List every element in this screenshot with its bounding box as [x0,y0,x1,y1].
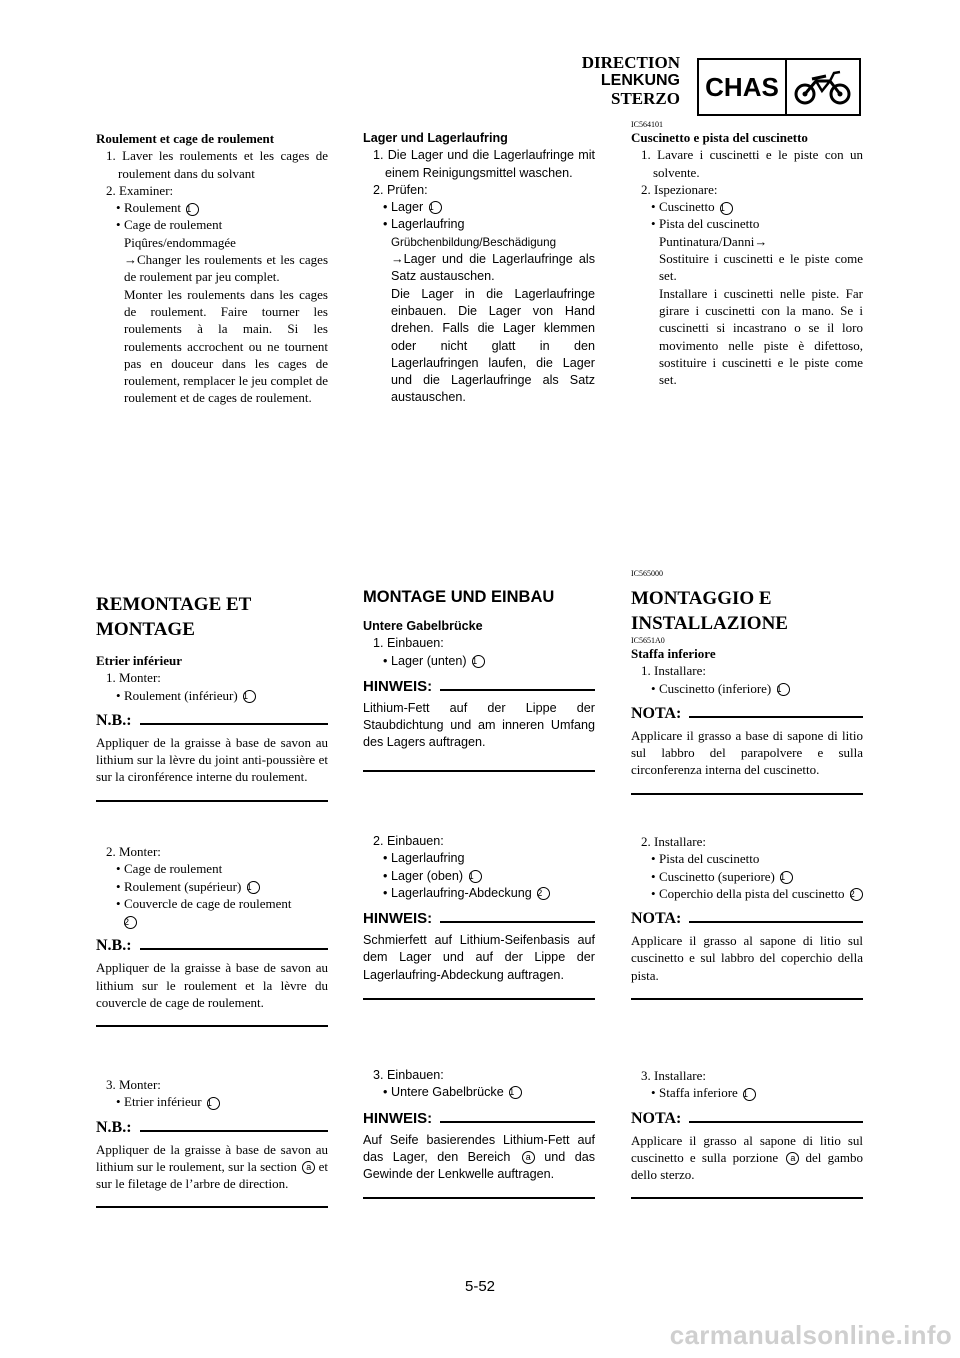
fr-note1-end-rule [96,800,328,802]
it-code3: IC5651A0 [631,636,665,645]
fr-note3-header: N.B.: [96,1117,328,1139]
fr-note2-header: N.B.: [96,935,328,957]
fr-s2-bullet2b: • Roulement (supérieur) 1 [106,878,328,895]
it-s2-heading: Staffa inferiore [631,646,716,661]
it-s2-bullet1: • Cuscinetto (inferiore) 1 [641,680,863,697]
it-note3-text: Applicare il grasso al sapone di litio sul cuscinetto e sulla porzione a del gambo dello sterzo. [631,1132,863,1183]
header-titles [582,54,680,108]
de-s2-bullet2a: • Lagerlaufring [373,850,595,867]
it-note1-end-rule [631,793,863,795]
de-s1-heading: Lager und Lagerlaufring [363,131,508,145]
fr-s1-bullet2: • Cage de roulement [106,216,328,233]
it-s2-step1: 1. Installare: [641,663,706,679]
fr-s1-step2: 2. Examiner: [106,182,174,198]
de-step2-section [363,833,595,1000]
de-s1-step1: 1. Die Lager und die Lagerlaufringe mit einem Reinigungsmittel waschen. [373,148,595,180]
title-de: LENKUNG [600,72,680,89]
it-note3-header: NOTA: [631,1108,863,1130]
it-s1-sub1: Puntinatura/Danni→ [659,233,768,249]
it-inspection-section [631,120,863,388]
de-s1-sub2: →Lager und die Lagerlaufringe als Satz austauschen. [391,252,595,284]
de-step3-section [363,1067,595,1199]
de-note1-text: Lithium-Fett auf der Lippe der Staubdichtung und am inneren Umfang des Lagers auftragen. [363,700,595,750]
it-s2-step3: 3. Installare: [641,1068,706,1083]
it-code2: IC565000 [631,569,663,578]
fr-note2-text: Appliquer de la graisse à base de savon au lithium sur le roulement et la lèvre du couvercle de cage de roulement. [96,960,328,1011]
de-note3-header: HINWEIS: [363,1108,595,1130]
de-s1-step2: 2. Prüfen: [373,182,428,197]
de-note3-text: Auf Seife basierendes Lithium-Fett auf das Lager, den Bereich a und das Gewinde der Lenkwelle auftragen. [363,1132,596,1182]
fr-s2-heading: Etrier inférieur [96,653,183,668]
it-note2-text: Applicare il grasso al sapone di litio sul cuscinetto e sul labbro del coperchio della pista. [631,933,863,983]
it-s1-sub3: Installare i cuscinetti nelle piste. Far girare i cuscinetti con la mano. Se i cuscinetti si incastrano o se il loro movimento nelle piste è difettoso, sostituire i cuscinetti e le piste come set. [659,285,863,388]
de-title: MONTAGE UND EINBAU [363,588,555,606]
it-assembly-section [631,569,863,795]
fr-s1-sub3: Monter les roulements dans les cages de roulement. Faire tourner les roulements à la main. Si les roulements accrochent ou ne tournent pas en douceur dans les cages de roulement, remplacer le jeu complet de roulement et de cages de roulement. [124,286,328,406]
fr-step2-section [96,843,328,1027]
section-badge [697,58,861,116]
fr-s2-bullet1: • Roulement (inférieur) 1 [106,687,328,704]
de-s2-bullet1: • Lager (unten) 1 [373,653,595,670]
page-number: 5-52 [464,1278,496,1295]
de-s1-bullet1: • Lager 1 [373,199,595,216]
it-note3-end-rule [631,1197,863,1199]
fr-s2-bullet3: • Etrier inférieur 1 [106,1093,328,1110]
de-note3-end-rule [363,1197,595,1199]
fr-inspection-section [96,130,328,407]
it-s1-step1: 1. Lavare i cuscinetti e le piste con un solvente. [641,147,863,180]
de-s2-step2: 2. Einbauen: [373,834,444,848]
it-s1-heading: Cuscinetto e pista del cuscinetto [631,130,808,145]
it-s2-bullet2c: • Coperchio della pista del cuscinetto 2 [641,885,863,902]
fr-s2-step2: 2. Monter: [106,844,161,859]
de-s2-step1: 1. Einbauen: [373,636,444,651]
title-it: STERZO [611,89,680,108]
fr-s1-bullet1: • Roulement 1 [106,199,328,216]
de-s2-bullet2b: • Lager (oben) 1 [373,868,595,885]
it-step3-section [631,1067,863,1199]
de-note2-header: HINWEIS: [363,908,595,930]
it-code1: IC564101 [631,120,663,129]
it-step2-section [631,833,863,1000]
it-s1-step2: 2. Ispezionare: [641,181,718,197]
de-note1-end-rule [363,770,595,772]
fr-note3-end-rule [96,1206,328,1208]
de-s2-bullet2c: • Lagerlaufring-Abdeckung 2 [373,885,595,902]
fr-assembly-section [96,592,328,802]
fr-note1-header: N.B.: [96,710,328,732]
de-note2-text: Schmierfett auf Lithium-Seifenbasis auf dem Lager und auf der Lippe der Lagerlaufring-Abdeckung auftragen. [363,933,595,982]
fr-s1-step1: 1. Laver les roulements et les cages de roulement dans du solvant [106,148,328,181]
fr-s2-step3: 3. Monter: [106,1077,161,1092]
title-fr: DIRECTION [581,53,680,72]
de-assembly-section [363,586,595,772]
fr-note2-end-rule [96,1025,328,1027]
de-note1-header: HINWEIS: [363,676,595,698]
motorcycle-icon [787,60,859,114]
watermark: carmanualsonline.info [669,1320,952,1350]
de-s1-sub1: Grübchenbildung/Beschädigung [391,235,557,249]
fr-title: REMONTAGE ET MONTAGE [96,594,252,640]
fr-s2-bullet2c: • Couvercle de cage de roulement 2 [106,895,328,930]
fr-s1-heading: Roulement et cage de roulement [96,131,275,146]
it-s2-step2: 2. Installare: [641,834,706,849]
it-s1-bullet1: • Cuscinetto 1 [641,198,863,215]
it-note2-header: NOTA: [631,908,863,930]
it-s1-sub2: Sostituire i cuscinetti e le piste come set. [659,251,863,284]
section-label: CHAS [699,60,787,114]
it-s1-bullet2: • Pista del cuscinetto [641,215,863,232]
fr-s1-sub2: →Changer les roulements et les cages de roulement par jeu complet. [124,252,328,285]
fr-s2-step1: 1. Monter: [106,670,161,686]
fr-s1-sub1: Piqûres/endommagée [124,234,236,250]
de-note2-end-rule [363,998,595,1000]
it-s2-bullet2b: • Cuscinetto (superiore) 1 [641,868,863,885]
fr-step3-section [96,1076,328,1208]
fr-note1-text: Appliquer de la graisse à base de savon au lithium sur la lèvre du joint anti-poussière et sur la cironférence interne du roulement. [96,734,328,785]
it-note1-header: NOTA: [631,703,863,725]
it-note2-end-rule [631,998,863,1000]
de-inspection-section [363,130,595,407]
de-s2-step3: 3. Einbauen: [373,1068,444,1082]
de-s2-bullet3: • Untere Gabelbrücke 1 [373,1084,595,1101]
de-s1-sub3: Die Lager in die Lagerlaufringe einbauen. Die Lager von Hand drehen. Falls die Lager klemmen oder nicht glatt in den Lagerlaufringen laufen, die Lager und die Lagerlaufringe als Satz austauschen. [391,286,595,405]
de-s1-bullet2: • Lagerlaufring [373,216,595,233]
it-note1-text: Applicare il grasso a base di sapone di litio sul labbro del parapolvere e sulla circonferenza interna del cuscinetto. [631,727,863,778]
fr-s2-bullet2a: • Cage de roulement [106,860,328,877]
de-s2-heading: Untere Gabelbrücke [363,619,483,633]
it-s2-bullet3: • Staffa inferiore 1 [641,1084,863,1101]
it-s2-bullet2a: • Pista del cuscinetto [641,850,863,867]
it-title: MONTAGGIO E INSTALLAZIONE [631,588,788,634]
fr-note3-text: Appliquer de la graisse à base de savon au lithium sur le roulement, sur la section a et sur le filetage de l’arbre de direction. [96,1141,328,1192]
